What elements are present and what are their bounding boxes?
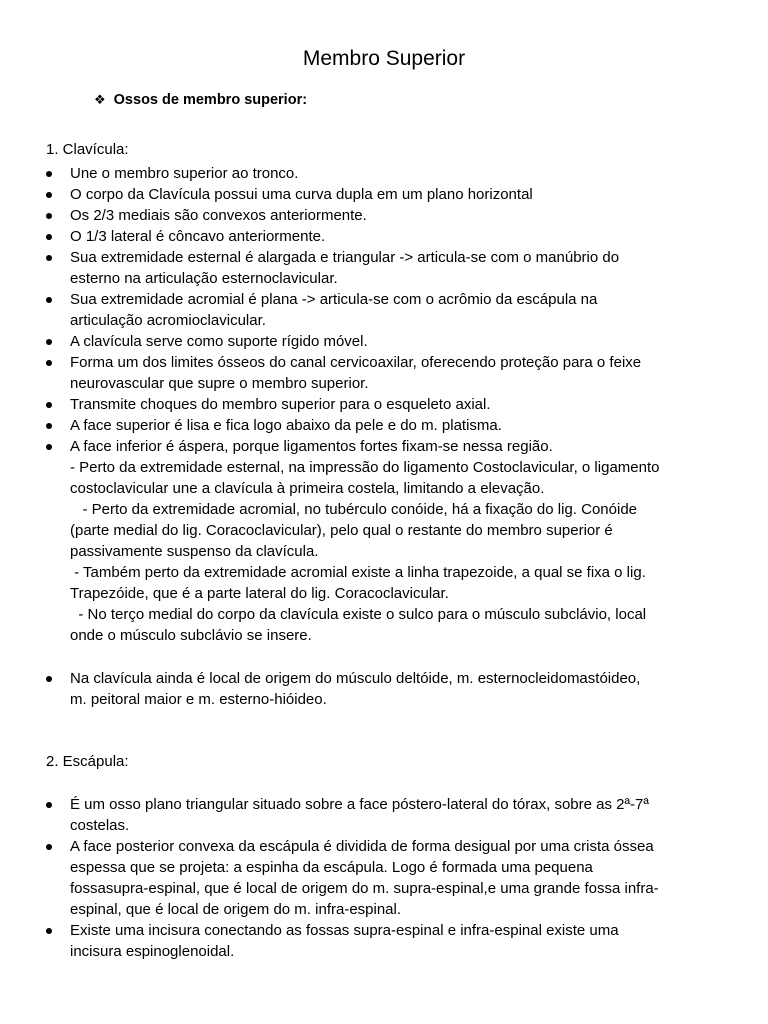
list-item-text-line: espessa que se projeta: a espinha da escápula. Logo é formada uma pequena (70, 859, 593, 876)
list-item-text-line: Trapezóide, que é a parte lateral do lig. Coracoclavicular. (70, 585, 449, 602)
list-item-text-line: neurovascular que supre o membro superior. (70, 375, 369, 392)
list-item (0, 836, 768, 920)
bullet-dot-icon (46, 255, 52, 261)
page-title: Membro Superior (302, 47, 466, 70)
list-item-text-line: Existe uma incisura conectando as fossas supra-espinal e infra-espinal existe uma (70, 922, 619, 939)
list-item (0, 205, 768, 226)
list-item-text-line: Une o membro superior ao tronco. (70, 165, 299, 182)
subtitle-text: Ossos de membro superior: (113, 92, 308, 108)
clavicula-extra-bullet (0, 668, 768, 710)
list-item-text-line: Transmite choques do membro superior para o esqueleto axial. (70, 396, 491, 413)
list-item-text-line: Os 2/3 mediais são convexos anteriormente. (70, 207, 367, 224)
list-item (0, 289, 768, 331)
list-item-text-line: É um osso plano triangular situado sobre a face póstero-lateral do tórax, sobre as 2ª-7ª (70, 796, 649, 813)
list-item (0, 226, 768, 247)
list-item-text-line: Forma um dos limites ósseos do canal cervicoaxilar, oferecendo proteção para o feixe (70, 354, 642, 371)
bullet-dot-icon (46, 802, 52, 808)
list-item (0, 436, 768, 646)
diamond-bullet-icon: ❖ (94, 92, 106, 107)
bullet-dot-icon (46, 171, 52, 177)
list-item-text-line: - Também perto da extremidade acromial existe a linha trapezoide, a qual se fixa o lig. (70, 564, 646, 581)
list-item (0, 331, 768, 352)
list-item-text-line: Na clavícula ainda é local de origem do músculo deltóide, m. esternocleidomastóideo, (70, 670, 641, 687)
bullet-dot-icon (46, 928, 52, 934)
bullet-dot-icon (46, 676, 52, 682)
list-item-text-line: A face posterior convexa da escápula é dividida de forma desigual por uma crista óssea (70, 838, 654, 855)
list-item-text-line: Sua extremidade esternal é alargada e triangular -> articula-se com o manúbrio do (70, 249, 620, 266)
list-item-text-line: (parte medial do lig. Coracoclavicular), pelo qual o restante do membro superior é (70, 522, 613, 539)
list-item (0, 415, 768, 436)
bullet-dot-icon (46, 234, 52, 240)
list-item-text-line: - No terço medial do corpo da clavícula existe o sulco para o músculo subclávio, local (70, 606, 647, 623)
list-item-text-line: - Perto da extremidade acromial, no tubérculo conóide, há a fixação do lig. Conóide (70, 501, 637, 518)
list-item-text-line: m. peitoral maior e m. esterno-hióideo. (70, 691, 327, 708)
list-item-text-line: A clavícula serve como suporte rígido móvel. (70, 333, 368, 350)
list-item (0, 394, 768, 415)
section-heading-escapula: 2. Escápula: (46, 753, 129, 770)
bullet-dot-icon (46, 360, 52, 366)
list-item-text-line: incisura espinoglenoidal. (70, 943, 235, 960)
list-item (0, 352, 768, 394)
list-item-text-line: passivamente suspenso da clavícula. (70, 543, 319, 560)
list-item-text-line: esterno na articulação esternoclavicular. (70, 270, 338, 287)
list-item (0, 184, 768, 205)
list-item (0, 794, 768, 836)
bullet-dot-icon (46, 444, 52, 450)
list-item-text-line: O 1/3 lateral é côncavo anteriormente. (70, 228, 326, 245)
list-item (0, 920, 768, 962)
clavicula-bullet-list (0, 163, 768, 646)
bullet-dot-icon (46, 402, 52, 408)
list-item-text-line: A face inferior é áspera, porque ligamentos fortes fixam-se nessa região. (70, 438, 553, 455)
list-item-text-line: O corpo da Clavícula possui uma curva dupla em um plano horizontal (70, 186, 533, 203)
list-item-text-line: costelas. (70, 817, 130, 834)
list-item-text-line: costoclavicular une a clavícula à primeira costela, limitando a elevação. (70, 480, 545, 497)
list-item-text-line: A face superior é lisa e fica logo abaixo da pele e do m. platisma. (70, 417, 502, 434)
bullet-dot-icon (46, 192, 52, 198)
list-item-text-line: Sua extremidade acromial é plana -> articula-se com o acrômio da escápula na (70, 291, 598, 308)
section-heading-clavicula: 1. Clavícula: (46, 141, 129, 158)
escapula-bullet-list (0, 794, 768, 962)
list-item (0, 247, 768, 289)
list-item (0, 668, 768, 710)
bullet-dot-icon (46, 213, 52, 219)
list-item-text-line: articulação acromioclavicular. (70, 312, 266, 329)
section-subtitle (94, 89, 307, 111)
bullet-dot-icon (46, 339, 52, 345)
list-item-text-line: - Perto da extremidade esternal, na impressão do ligamento Costoclavicular, o ligamento (70, 459, 660, 476)
list-item-text-line: onde o músculo subclávio se insere. (70, 627, 312, 644)
bullet-dot-icon (46, 844, 52, 850)
list-item (0, 163, 768, 184)
bullet-dot-icon (46, 423, 52, 429)
list-item-text-line: fossasupra-espinal, que é local de origem do m. supra-espinal,e uma grande fossa infra- (70, 880, 659, 897)
list-item-text-line: espinal, que é local de origem do m. infra-espinal. (70, 901, 402, 918)
bullet-dot-icon (46, 297, 52, 303)
